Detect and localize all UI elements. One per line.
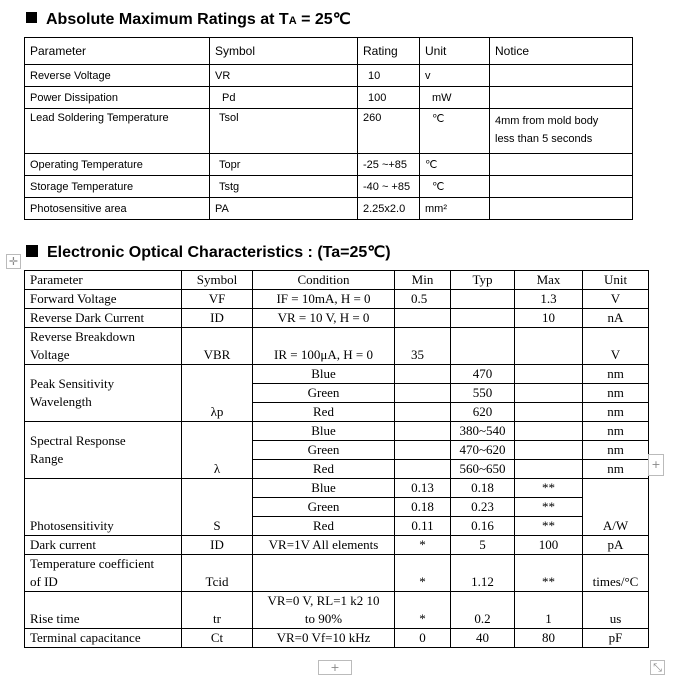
bullet-square-icon [26,245,38,257]
max-cell: ** [515,479,583,498]
table-row [25,555,649,592]
header-cell: Min [395,271,451,290]
notice-line: less than 5 seconds [495,133,593,145]
symbol-cell: λp [182,365,253,422]
table-row [25,309,649,328]
header-cell: Symbol [210,38,358,65]
min-cell: 35 [395,328,451,365]
max-cell [515,403,583,422]
param-cell: Reverse Dark Current [25,309,182,328]
unit-cell: us [583,592,649,629]
symbol-cell: tr [182,592,253,629]
unit-cell: nm [583,422,649,441]
header-cell: Unit [420,38,490,65]
header-cell: Max [515,271,583,290]
max-cell [515,384,583,403]
min-cell: 0.18 [395,498,451,517]
table-row [25,629,649,648]
min-cell [395,403,451,422]
typ-cell: 470 [451,365,515,384]
min-cell: 0.13 [395,479,451,498]
table-row [25,65,633,87]
typ-cell: 560~650 [451,460,515,479]
unit-cell: ℃ [420,176,490,198]
header-cell: Parameter [25,271,182,290]
unit-cell: nm [583,365,649,384]
typ-cell [451,328,515,365]
max-cell [515,460,583,479]
typ-cell: 380~540 [451,422,515,441]
rating-cell: 10 [358,65,420,87]
bullet-square-icon [26,12,37,23]
condition-cell: Red [253,403,395,422]
symbol-cell: Pd [210,87,358,109]
min-cell: 0.11 [395,517,451,536]
param-cell: Forward Voltage [25,290,182,309]
symbol-cell: Tcid [182,555,253,592]
header-cell: Unit [583,271,649,290]
condition-cell: Blue [253,479,395,498]
symbol-cell: VF [182,290,253,309]
condition-cell: Red [253,517,395,536]
header-cell: Symbol [182,271,253,290]
symbol-cell: Topr [210,154,358,176]
min-cell: 0 [395,629,451,648]
param-cell: Operating Temperature [25,154,210,176]
table-header-row [25,271,649,290]
add-row-icon[interactable]: + [318,660,352,675]
table-row [25,198,633,220]
min-cell [395,309,451,328]
max-cell: ** [515,517,583,536]
table-row [25,365,649,384]
add-column-icon[interactable]: + [648,454,664,476]
min-cell [395,384,451,403]
header-cell: Notice [490,38,633,65]
table-row [25,87,633,109]
condition-cell: VR=0 Vf=10 kHz [253,629,395,648]
unit-cell: mm² [420,198,490,220]
param-cell: Reverse Voltage [25,65,210,87]
condition-cell [253,555,395,592]
symbol-cell: PA [210,198,358,220]
condition-cell: IR = 100μA, H = 0 [253,328,395,365]
table-move-handle-icon[interactable]: ✛ [6,254,21,269]
condition-cell: Green [253,498,395,517]
param-cell: Rise time [25,592,182,629]
param-cell: Peak Sensitivity Wavelength [25,365,182,422]
max-cell: 1.3 [515,290,583,309]
min-cell: * [395,536,451,555]
param-cell: Spectral Response Range [25,422,182,479]
rating-cell: -40 ~ +85 [358,176,420,198]
rating-cell: 2.25x2.0 [358,198,420,220]
min-cell: * [395,555,451,592]
symbol-cell: ID [182,309,253,328]
condition-cell: Green [253,441,395,460]
max-cell: 80 [515,629,583,648]
max-cell [515,441,583,460]
min-cell [395,460,451,479]
absolute-maximum-ratings-table [24,37,633,220]
notice-cell [490,109,633,154]
param-cell: Dark current [25,536,182,555]
symbol-cell: Ct [182,629,253,648]
notice-cell [490,198,633,220]
max-cell [515,365,583,384]
rating-cell: -25 ~+85 [358,154,420,176]
param-cell: Lead Soldering Temperature [25,109,210,154]
header-cell: Parameter [25,38,210,65]
notice-cell [490,176,633,198]
section1-title: Absolute Maximum Ratings at TA = 25℃ [26,9,351,29]
max-cell [515,422,583,441]
symbol-cell: Tsol [210,109,358,154]
typ-cell: 1.12 [451,555,515,592]
typ-cell [451,309,515,328]
typ-cell: 0.16 [451,517,515,536]
condition-cell: Green [253,384,395,403]
notice-line: 4mm from mold body [495,115,599,127]
typ-cell: 0.2 [451,592,515,629]
max-cell: ** [515,555,583,592]
min-cell [395,422,451,441]
table-row [25,176,633,198]
typ-cell: 5 [451,536,515,555]
min-cell: * [395,592,451,629]
typ-cell [451,290,515,309]
table-row [25,422,649,441]
rating-cell: 100 [358,87,420,109]
symbol-cell: Tstg [210,176,358,198]
electronic-optical-characteristics-table [24,270,649,648]
condition-cell: VR = 10 V, H = 0 [253,309,395,328]
unit-cell: pF [583,629,649,648]
param-cell: Photosensitivity [25,479,182,536]
table-header-row [25,38,633,65]
condition-cell: VR=0 V, RL=1 k2 10 to 90% [253,592,395,629]
notice-cell [490,87,633,109]
min-cell [395,441,451,460]
max-cell: 1 [515,592,583,629]
param-cell: Temperature coefficient of ID [25,555,182,592]
table-row [25,109,633,154]
max-cell: 100 [515,536,583,555]
condition-cell: VR=1V All elements [253,536,395,555]
header-cell: Typ [451,271,515,290]
typ-cell: 550 [451,384,515,403]
max-cell [515,328,583,365]
symbol-cell: VBR [182,328,253,365]
symbol-cell: VR [210,65,358,87]
symbol-cell: S [182,479,253,536]
unit-cell: nA [583,309,649,328]
typ-cell: 0.23 [451,498,515,517]
unit-cell: V [583,328,649,365]
rating-cell: 260 [358,109,420,154]
unit-cell: times/°C [583,555,649,592]
condition-cell: IF = 10mA, H = 0 [253,290,395,309]
param-cell: Reverse Breakdown Voltage [25,328,182,365]
unit-cell: ℃ [420,109,490,154]
condition-cell: Blue [253,365,395,384]
unit-cell: pA [583,536,649,555]
condition-cell: Red [253,460,395,479]
table-resize-icon[interactable]: ⤡ [650,660,665,675]
unit-cell: v [420,65,490,87]
notice-cell [490,65,633,87]
symbol-cell: ID [182,536,253,555]
max-cell: 10 [515,309,583,328]
param-cell: Storage Temperature [25,176,210,198]
min-cell [395,365,451,384]
condition-cell: Blue [253,422,395,441]
unit-cell: ℃ [420,154,490,176]
symbol-cell: λ [182,422,253,479]
table-row [25,536,649,555]
typ-cell: 470~620 [451,441,515,460]
param-cell: Terminal capacitance [25,629,182,648]
header-cell: Rating [358,38,420,65]
notice-cell [490,154,633,176]
section2-title: Electronic Optical Characteristics : (Ta=25℃) [26,242,391,262]
table-row [25,154,633,176]
unit-cell: mW [420,87,490,109]
table-row [25,290,649,309]
param-cell: Power Dissipation [25,87,210,109]
typ-cell: 0.18 [451,479,515,498]
header-cell: Condition [253,271,395,290]
max-cell: ** [515,498,583,517]
table-row [25,479,649,498]
unit-cell: nm [583,403,649,422]
unit-cell: nm [583,384,649,403]
unit-cell: nm [583,460,649,479]
table-row [25,592,649,629]
unit-cell: nm [583,441,649,460]
typ-cell: 40 [451,629,515,648]
table-row [25,328,649,365]
param-cell: Photosensitive area [25,198,210,220]
min-cell: 0.5 [395,290,451,309]
typ-cell: 620 [451,403,515,422]
unit-cell: A/W [583,479,649,536]
unit-cell: V [583,290,649,309]
